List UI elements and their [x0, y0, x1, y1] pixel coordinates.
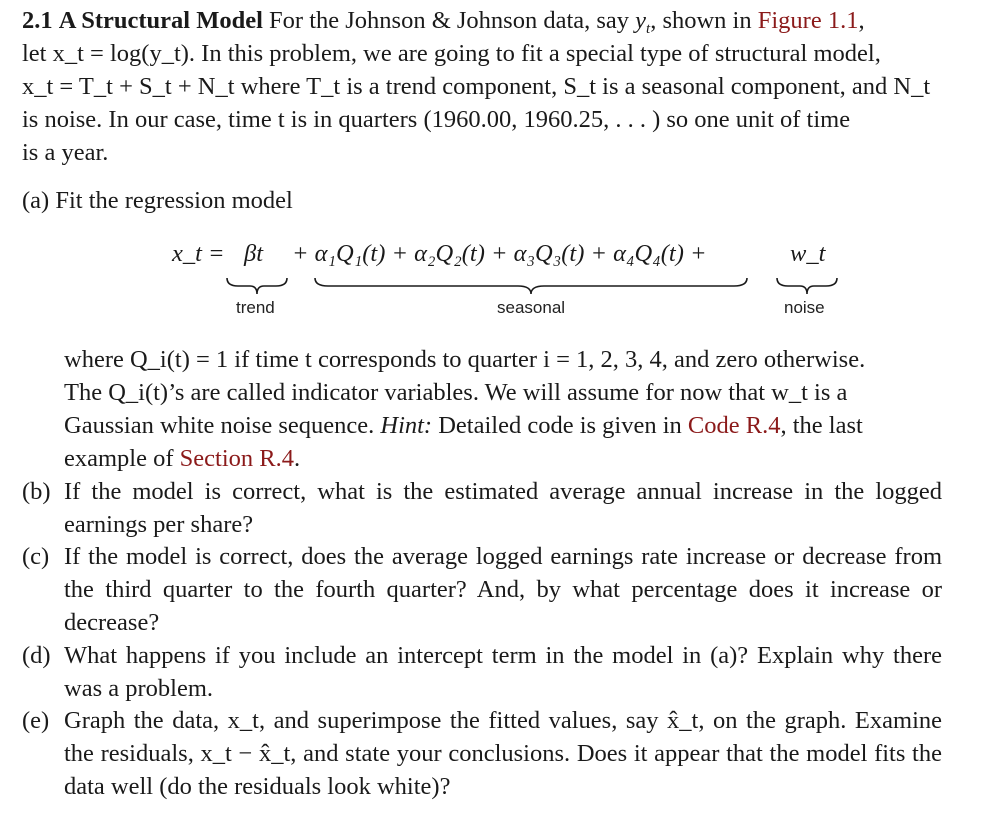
seasonal-label: seasonal — [497, 298, 566, 317]
part-d — [22, 639, 942, 705]
part-b-label: (b) — [22, 478, 51, 505]
part-e-text: Graph the data, x_t, and superimpose the fitted values, say x̂_t, on the graph. Examine the residuals, x_t − x̂_t, and state your conclusions. Does it appear that the model fits the data well (do the residuals look white)? — [64, 707, 942, 800]
part-a-text-2: The Q_i(t)’s are called indicator variables. We will assume for now that w_t is a — [64, 379, 848, 406]
intro-text-a: For the Johnson & Johnson data, say — [269, 7, 636, 34]
trend-underbrace — [226, 276, 288, 298]
part-a-text-3a: Gaussian white noise sequence. — [64, 412, 381, 439]
part-a-text-3b: Detailed code is given in — [432, 412, 688, 439]
equation-trend-term: βt — [244, 240, 264, 267]
part-d-label: (d) — [22, 642, 51, 669]
intro-line-4: is noise. In our case, time t is in quarters (1960.00, 1960.25, . . . ) so one unit of time — [22, 106, 851, 133]
seasonal-underbrace — [314, 276, 748, 298]
part-a-body — [64, 343, 942, 475]
code-link[interactable]: Code R.4 — [687, 412, 781, 439]
part-e — [22, 704, 942, 803]
part-c-text: If the model is correct, does the average logged earnings rate increase or decrease from the third quarter to the fourth quarter? And, by what percentage does it increase or decrease? — [64, 543, 942, 636]
figure-link[interactable]: Figure 1.1 — [757, 7, 859, 34]
part-c-label: (c) — [22, 543, 50, 570]
equation-lhs: x_t = — [172, 240, 225, 267]
part-a-text-4a: example of — [64, 445, 180, 472]
part-a-lead-text: Fit the regression model — [55, 187, 293, 214]
part-b — [22, 475, 942, 541]
intro-line-3: x_t = T_t + S_t + N_t where T_t is a trend component, S_t is a seasonal component, and N_t — [22, 73, 931, 100]
part-b-text: If the model is correct, what is the estimated average annual increase in the logged earnings per share? — [64, 478, 942, 538]
part-a-text-3c: , the last — [780, 412, 863, 439]
part-d-text: What happens if you include an intercept term in the model in (a)? Explain why there was a problem. — [64, 642, 942, 702]
noise-underbrace — [776, 276, 838, 298]
section-title: A Structural Model — [58, 7, 263, 34]
problem-intro: 2.1 A Structural Model For the Johnson & Johnson data, say $y_t$, shown in Figure 1.1, let x_t = log(y_t). In this problem, we are going to fit a special type of structural model, x_t = T_t + S_t + N_t where T_t is a trend component, S_t is a seasonal component, and N_t is noise. In our case, time t is in quarters (1960.00, 1960.25, . . . ) so one unit of time is a year. — [22, 7, 931, 166]
section-number: 2.1 — [22, 7, 53, 34]
intro-text-b: , shown in — [650, 7, 758, 34]
part-a-text-1: where Q_i(t) = 1 if time t corresponds to quarter i = 1, 2, 3, 4, and zero otherwise. — [64, 346, 866, 373]
intro-line-5: is a year. — [22, 139, 109, 166]
equation-seasonal-terms: + α₁Q₁(t) + α₂Q₂(t) + α₃Q₃(t) + α₄Q₄(t) + — [292, 240, 707, 267]
part-a-label: (a) — [22, 187, 50, 214]
hint-label: Hint: — [380, 412, 433, 439]
part-c — [22, 540, 942, 639]
intro-line-2: let x_t = log(y_t). In this problem, we are going to fit a special type of structural model, — [22, 40, 881, 67]
equation-noise-term: w_t — [790, 240, 826, 267]
noise-label: noise — [784, 298, 825, 317]
part-a-lead — [22, 184, 942, 217]
part-e-label: (e) — [22, 707, 50, 734]
intro-text-c: , — [858, 7, 865, 34]
part-a-text-4b: . — [294, 445, 301, 472]
trend-label: trend — [236, 298, 275, 317]
section-link[interactable]: Section R.4 — [179, 445, 294, 472]
